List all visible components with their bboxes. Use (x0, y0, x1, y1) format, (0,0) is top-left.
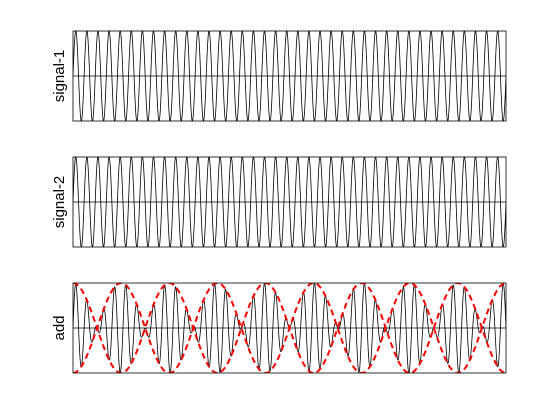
ylabel-signal-2: signal-2 (51, 175, 68, 229)
ylabel-signal-1: signal-1 (51, 49, 68, 103)
ylabel-add: add (51, 315, 68, 341)
